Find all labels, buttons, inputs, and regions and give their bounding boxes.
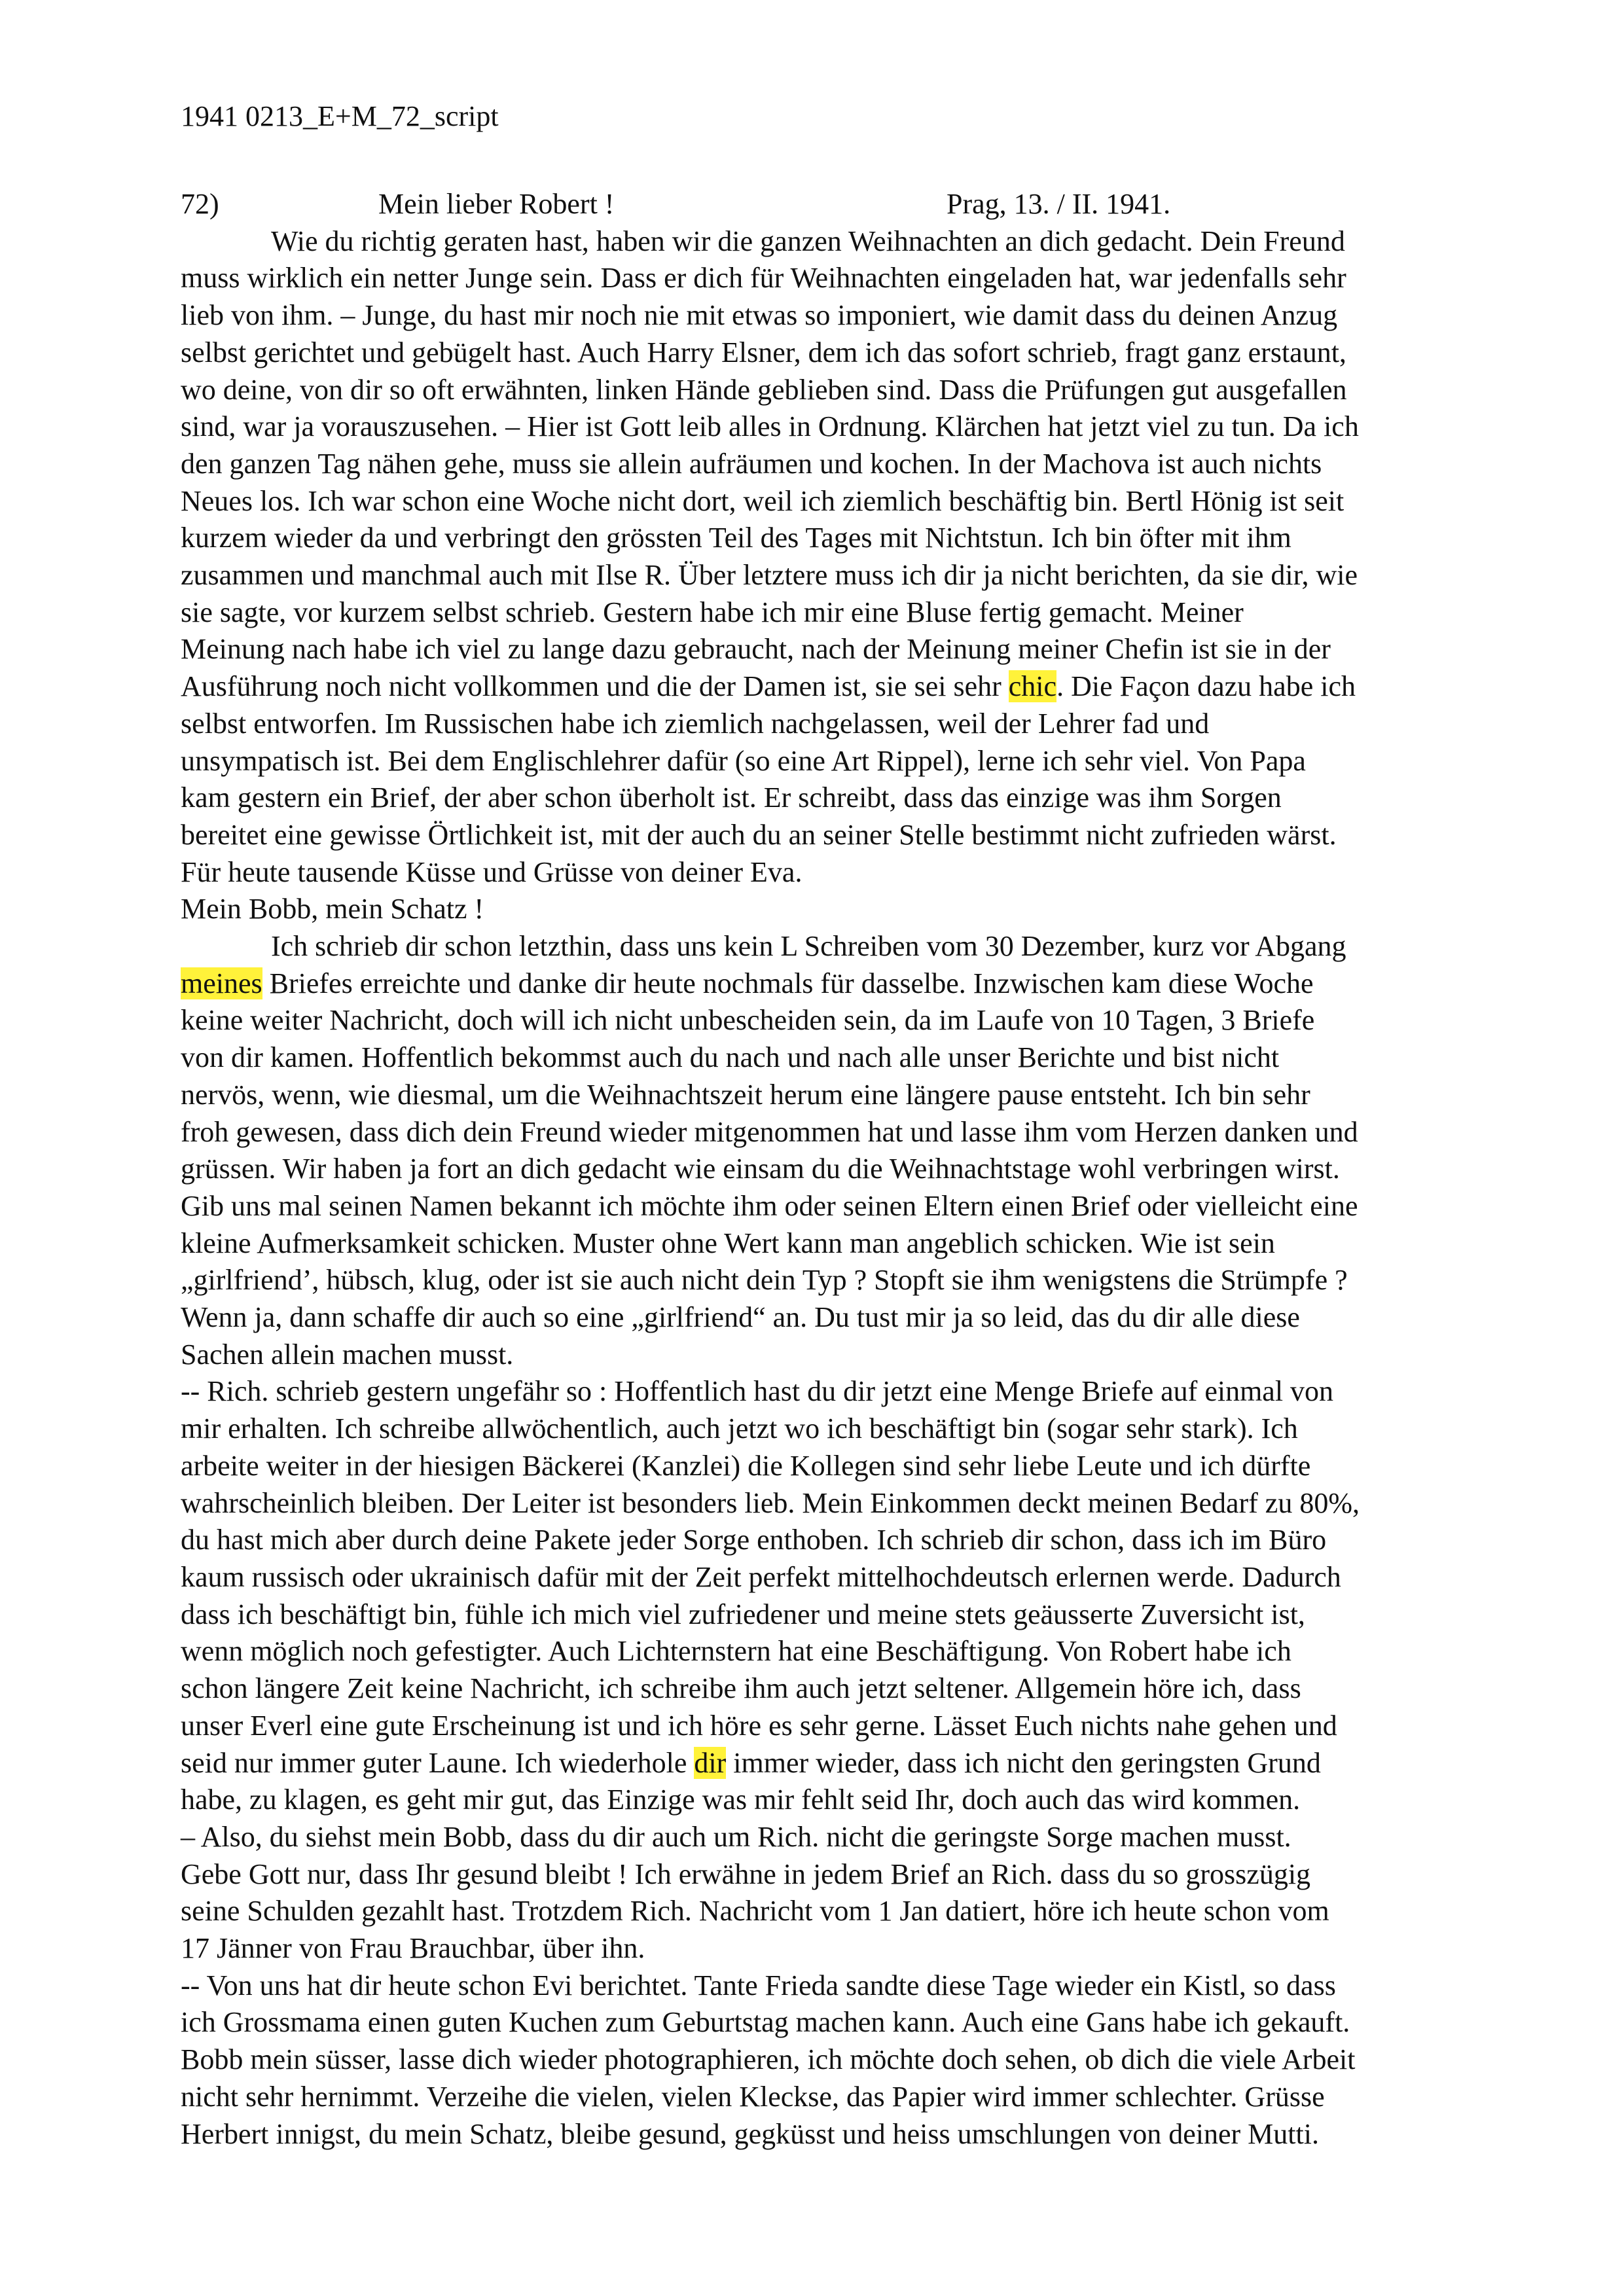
text-line: Neues los. Ich war schon eine Woche nicht dort, weil ich ziemlich beschäftig bin. Bertl Hönig ist seit (181, 484, 1344, 517)
document-page (181, 98, 1483, 2153)
text-line: nervös, wenn, wie diesmal, um die Weihnachtszeit herum eine längere pause entsteht. Ich bin sehr (181, 1078, 1310, 1111)
text-line: grüssen. Wir haben ja fort an dich gedacht wie einsam du die Weihnachtstage wohl verbringen wirst. (181, 1153, 1340, 1185)
text-line: kaum russisch oder ukrainisch dafür mit der Zeit perfekt mittelhochdeutsch erlernen werde. Dadurch (181, 1561, 1341, 1593)
letter-date: Prag, 13. / II. 1941. (947, 188, 1171, 220)
text-line: wenn möglich noch gefestigter. Auch Lichternstern hat eine Beschäftigung. Von Robert habe ich (181, 1635, 1291, 1668)
text-line: arbeite weiter in der hiesigen Bäckerei (Kanzlei) die Kollegen sind sehr liebe Leute und ich dürfte (181, 1449, 1311, 1482)
text-line: kam gestern ein Brief, der aber schon überholt ist. Er schreibt, dass das einzige was ihm Sorgen (181, 781, 1282, 814)
text-line: Wenn ja, dann schaffe dir auch so eine „girlfriend“ an. Du tust mir ja so leid, das du dir alle diese (181, 1301, 1300, 1334)
highlight-dir: dir (694, 1746, 727, 1779)
letter-heading (181, 186, 1483, 223)
text-line: selbst entworfen. Im Russischen habe ich ziemlich nachgelassen, weil der Lehrer fad und (181, 707, 1210, 740)
text-line: zusammen und manchmal auch mit Ilse R. Über letztere muss ich dir ja nicht berichten, da sie dir, wie (181, 559, 1358, 592)
document-title: 1941 0213_E+M_72_script (181, 100, 499, 132)
text-line: mir erhalten. Ich schreibe allwöchentlich, auch jetzt wo ich beschäftigt bin (sogar sehr stark). Ich (181, 1412, 1298, 1445)
mutti-meines-line (181, 965, 1483, 1003)
eva-paragraph-2 (181, 706, 1483, 891)
text-segment: immer wieder, dass ich nicht den geringsten Grund (726, 1746, 1321, 1779)
text-line: selbst gerichtet und gebügelt hast. Auch Harry Elsner, dem ich das sofort schrieb, fragt ganz erstaunt, (181, 336, 1346, 368)
text-line: Gebe Gott nur, dass Ihr gesund bleibt ! Ich erwähne in jedem Brief an Rich. dass du so grosszügig (181, 1857, 1311, 1890)
text-line: kurzem wieder da und verbringt den grössten Teil des Tages mit Nichtstun. Ich bin öfter mit ihm (181, 522, 1291, 554)
text-line: bereitet eine gewisse Örtlichkeit ist, mit der auch du an seiner Stelle bestimmt nicht zufrieden wärst. (181, 818, 1337, 851)
text-line: den ganzen Tag nähen gehe, muss sie allein aufräumen und kochen. In der Machova ist auch nichts (181, 447, 1322, 480)
text-line: sie sagte, vor kurzem selbst schrieb. Gestern habe ich mir eine Bluse fertig gemacht. Meiner (181, 596, 1244, 628)
text-line: keine weiter Nachricht, doch will ich nicht unbescheiden sein, da im Laufe von 10 Tagen, 3 Briefe (181, 1004, 1315, 1037)
highlight-meines: meines (181, 967, 262, 999)
text-line: wo deine, von dir so oft erwähnten, linken Hände geblieben sind. Dass die Prüfungen gut ausgefallen (181, 373, 1347, 406)
text-line: habe, zu klagen, es geht mir gut, das Einzige was mir fehlt seid Ihr, doch auch das wird kommen. (181, 1784, 1301, 1816)
text-line: Gib uns mal seinen Namen bekannt ich möchte ihm oder seinen Eltern einen Brief oder vielleicht eine (181, 1189, 1358, 1222)
text-line: Wie du richtig geraten hast, haben wir die ganzen Weihnachten an dich gedacht. Dein Freund (271, 224, 1345, 257)
text-line: schon längere Zeit keine Nachricht, ich schreibe ihm auch jetzt seltener. Allgemein höre ich, dass (181, 1672, 1301, 1705)
text-line: Sachen allein machen musst. (181, 1338, 514, 1371)
mutti-paragraph (181, 1002, 1483, 1744)
text-line: 17 Jänner von Frau Brauchbar, über ihn. (181, 1932, 645, 1965)
text-line: kleine Aufmerksamkeit schicken. Muster ohne Wert kann man angeblich schicken. Wie ist sein (181, 1227, 1275, 1259)
text-segment: Briefes erreichte und danke dir heute nochmals für dasselbe. Inzwischen kam diese Woche (262, 967, 1314, 999)
text-line: seine Schulden gezahlt hast. Trotzdem Rich. Nachricht vom 1 Jan datiert, höre ich heute schon vom (181, 1895, 1329, 1928)
text-line: froh gewesen, dass dich dein Freund wieder mitgenommen hat und lasse ihm vom Herzen danken und (181, 1115, 1358, 1148)
text-segment: . Die Façon dazu habe ich (1056, 670, 1356, 703)
mutti-dir-line (181, 1745, 1483, 1782)
text-line: – Also, du siehst mein Bobb, dass du dir auch um Rich. nicht die geringste Sorge machen musst. (181, 1820, 1291, 1853)
text-line: unser Everl eine gute Erscheinung ist und ich höre es sehr gerne. Lässet Euch nichts nahe gehen und (181, 1709, 1337, 1742)
text-line: Herbert innigst, du mein Schatz, bleibe gesund, gegküsst und heiss umschlungen von deiner Mutti. (181, 2117, 1319, 2150)
text-line: Bobb mein süsser, lasse dich wieder photographieren, ich möchte doch sehen, ob dich die viele Arbeit (181, 2043, 1356, 2076)
text-segment: Ausführung noch nicht vollkommen und die der Damen ist, sie sei sehr (181, 670, 1009, 703)
letter-body (181, 186, 1483, 2153)
salutation-eva: Mein lieber Robert ! (378, 188, 615, 220)
text-line: ich Grossmama einen guten Kuchen zum Geburtstag machen kann. Auch eine Gans habe ich gekauft. (181, 2006, 1350, 2039)
text-line: dass ich beschäftigt bin, fühle ich mich viel zufriedener und meine stets geäusserte Zuversicht ist, (181, 1598, 1305, 1630)
text-line: -- Rich. schrieb gestern ungefähr so : Hoffentlich hast du dir jetzt eine Menge Briefe auf einmal von (181, 1375, 1334, 1408)
highlight-chic: chic (1008, 670, 1057, 703)
mutti-first-line: Ich schrieb dir schon letzthin, dass uns kein L Schreiben vom 30 Dezember, kurz vor Abgang (271, 930, 1346, 963)
text-line: nicht sehr hernimmt. Verzeihe die vielen, vielen Kleckse, das Papier wird immer schlechter. Grüsse (181, 2080, 1325, 2113)
text-line: unsympatisch ist. Bei dem Englischlehrer dafür (so eine Art Rippel), lerne ich sehr viel. Von Papa (181, 744, 1306, 777)
text-line: Meinung nach habe ich viel zu lange dazu gebraucht, nach der Meinung meiner Chefin ist sie in der (181, 633, 1331, 666)
text-line: muss wirklich ein netter Junge sein. Dass er dich für Weihnachten eingeladen hat, war jedenfalls sehr (181, 262, 1346, 295)
text-line: lieb von ihm. – Junge, du hast mir noch nie mit etwas so imponiert, wie damit dass du deinen Anzug (181, 299, 1338, 332)
text-line: sind, war ja vorauszusehen. – Hier ist Gott leib alles in Ordnung. Klärchen hat jetzt viel zu tun. Da ich (181, 410, 1359, 443)
text-segment: seid nur immer guter Laune. Ich wiederhole (181, 1746, 695, 1779)
text-line: „girlfriend’, hübsch, klug, oder ist sie auch nicht dein Typ ? Stopft sie ihm wenigstens die Strümpfe ? (181, 1264, 1348, 1297)
text-line: Für heute tausende Küsse und Grüsse von deiner Eva. (181, 855, 803, 888)
text-line: von dir kamen. Hoffentlich bekommst auch du nach und nach alle unser Berichte und bist nicht (181, 1041, 1280, 1074)
mutti-paragraph-2 (181, 1782, 1483, 2153)
eva-paragraph (181, 223, 1483, 668)
letter-number: 72) (181, 188, 219, 220)
eva-chic-line (181, 668, 1483, 706)
text-line: -- Von uns hat dir heute schon Evi berichtet. Tante Frieda sandte diese Tage wieder ein Kistl, so dass (181, 1969, 1336, 2001)
text-line: wahrscheinlich bleiben. Der Leiter ist besonders lieb. Mein Einkommen deckt meinen Bedarf zu 80%, (181, 1486, 1360, 1519)
salutation-mutti: Mein Bobb, mein Schatz ! (181, 893, 484, 925)
text-line: du hast mich aber durch deine Pakete jeder Sorge enthoben. Ich schrieb dir schon, dass ich im Büro (181, 1524, 1327, 1556)
